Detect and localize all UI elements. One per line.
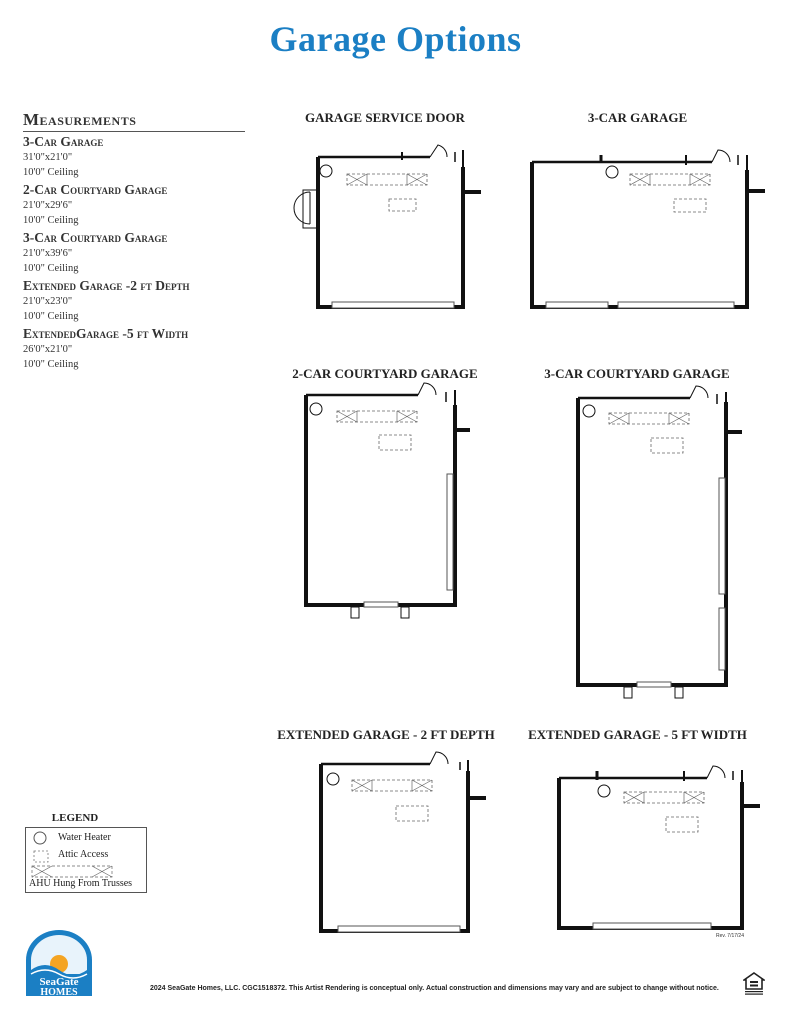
plan-extended-depth	[321, 752, 486, 932]
measurement-size: 21'0"x39'6"	[23, 248, 73, 259]
plan-label-3-car-courtyard: 3-CAR COURTYARD GARAGE	[544, 366, 730, 381]
measurement-ceiling: 10'0" Ceiling	[23, 311, 79, 322]
legend-title: LEGEND	[51, 812, 99, 824]
plan-3-car-courtyard	[578, 386, 742, 698]
measurement-ceiling: 10'0" Ceiling	[23, 359, 79, 370]
measurement-size: 31'0"x21'0"	[23, 152, 73, 163]
legend	[25, 812, 147, 893]
legend-ahu: AHU Hung From Trusses	[29, 878, 133, 889]
measurement-name: 2-Car Courtyard Garage	[23, 182, 168, 197]
plan-label-3-car: 3-CAR GARAGE	[587, 110, 688, 125]
plan-service-door	[294, 145, 481, 308]
measurement-ceiling: 10'0" Ceiling	[23, 263, 79, 274]
legend-attic-access: Attic Access	[58, 849, 109, 860]
measurement-size: 21'0"x23'0"	[23, 296, 73, 307]
measurement-size: 21'0"x29'6"	[23, 200, 73, 211]
plan-label-service-door: GARAGE SERVICE DOOR	[305, 110, 465, 125]
plan-extended-width	[559, 766, 760, 929]
plan-label-extended-width: EXTENDED GARAGE - 5 FT WIDTH	[528, 727, 747, 742]
revision-note: Rev. 7/17/24	[716, 933, 744, 939]
measurement-ceiling: 10'0" Ceiling	[23, 167, 79, 178]
equal-housing-icon	[743, 972, 765, 996]
plan-label-extended-depth: EXTENDED GARAGE - 2 FT DEPTH	[277, 727, 495, 742]
legend-box	[25, 827, 147, 893]
measurements-heading: Measurements	[23, 110, 245, 132]
measurement-name: Extended Garage -2 ft Depth	[23, 278, 190, 293]
svg-text:HOMES: HOMES	[40, 987, 78, 998]
attic-access-symbol	[34, 851, 48, 862]
plan-label-2-car-courtyard: 2-CAR COURTYARD GARAGE	[292, 366, 478, 381]
ahu-symbol	[32, 866, 112, 877]
logo-text: SeaGate	[39, 976, 79, 988]
plan-3-car	[532, 150, 765, 308]
measurement-name: 3-Car Garage	[23, 134, 104, 149]
measurement-ceiling: 10'0" Ceiling	[23, 215, 79, 226]
footer-disclaimer: 2024 SeaGate Homes, LLC. CGC1518372. This Artist Rendering is conceptual only. Actual construction and dimensions may vary and are subject to change without notice.	[150, 985, 719, 992]
legend-water-heater: Water Heater	[58, 832, 111, 843]
measurement-name: 3-Car Courtyard Garage	[23, 230, 168, 245]
plan-2-car-courtyard	[306, 383, 470, 618]
measurement-size: 26'0"x21'0"	[23, 344, 73, 355]
measurement-name: ExtendedGarage -5 ft Width	[23, 326, 189, 341]
seagate-logo	[22, 930, 96, 998]
water-heater-symbol	[34, 832, 46, 844]
page-title: Garage Options	[269, 19, 522, 59]
